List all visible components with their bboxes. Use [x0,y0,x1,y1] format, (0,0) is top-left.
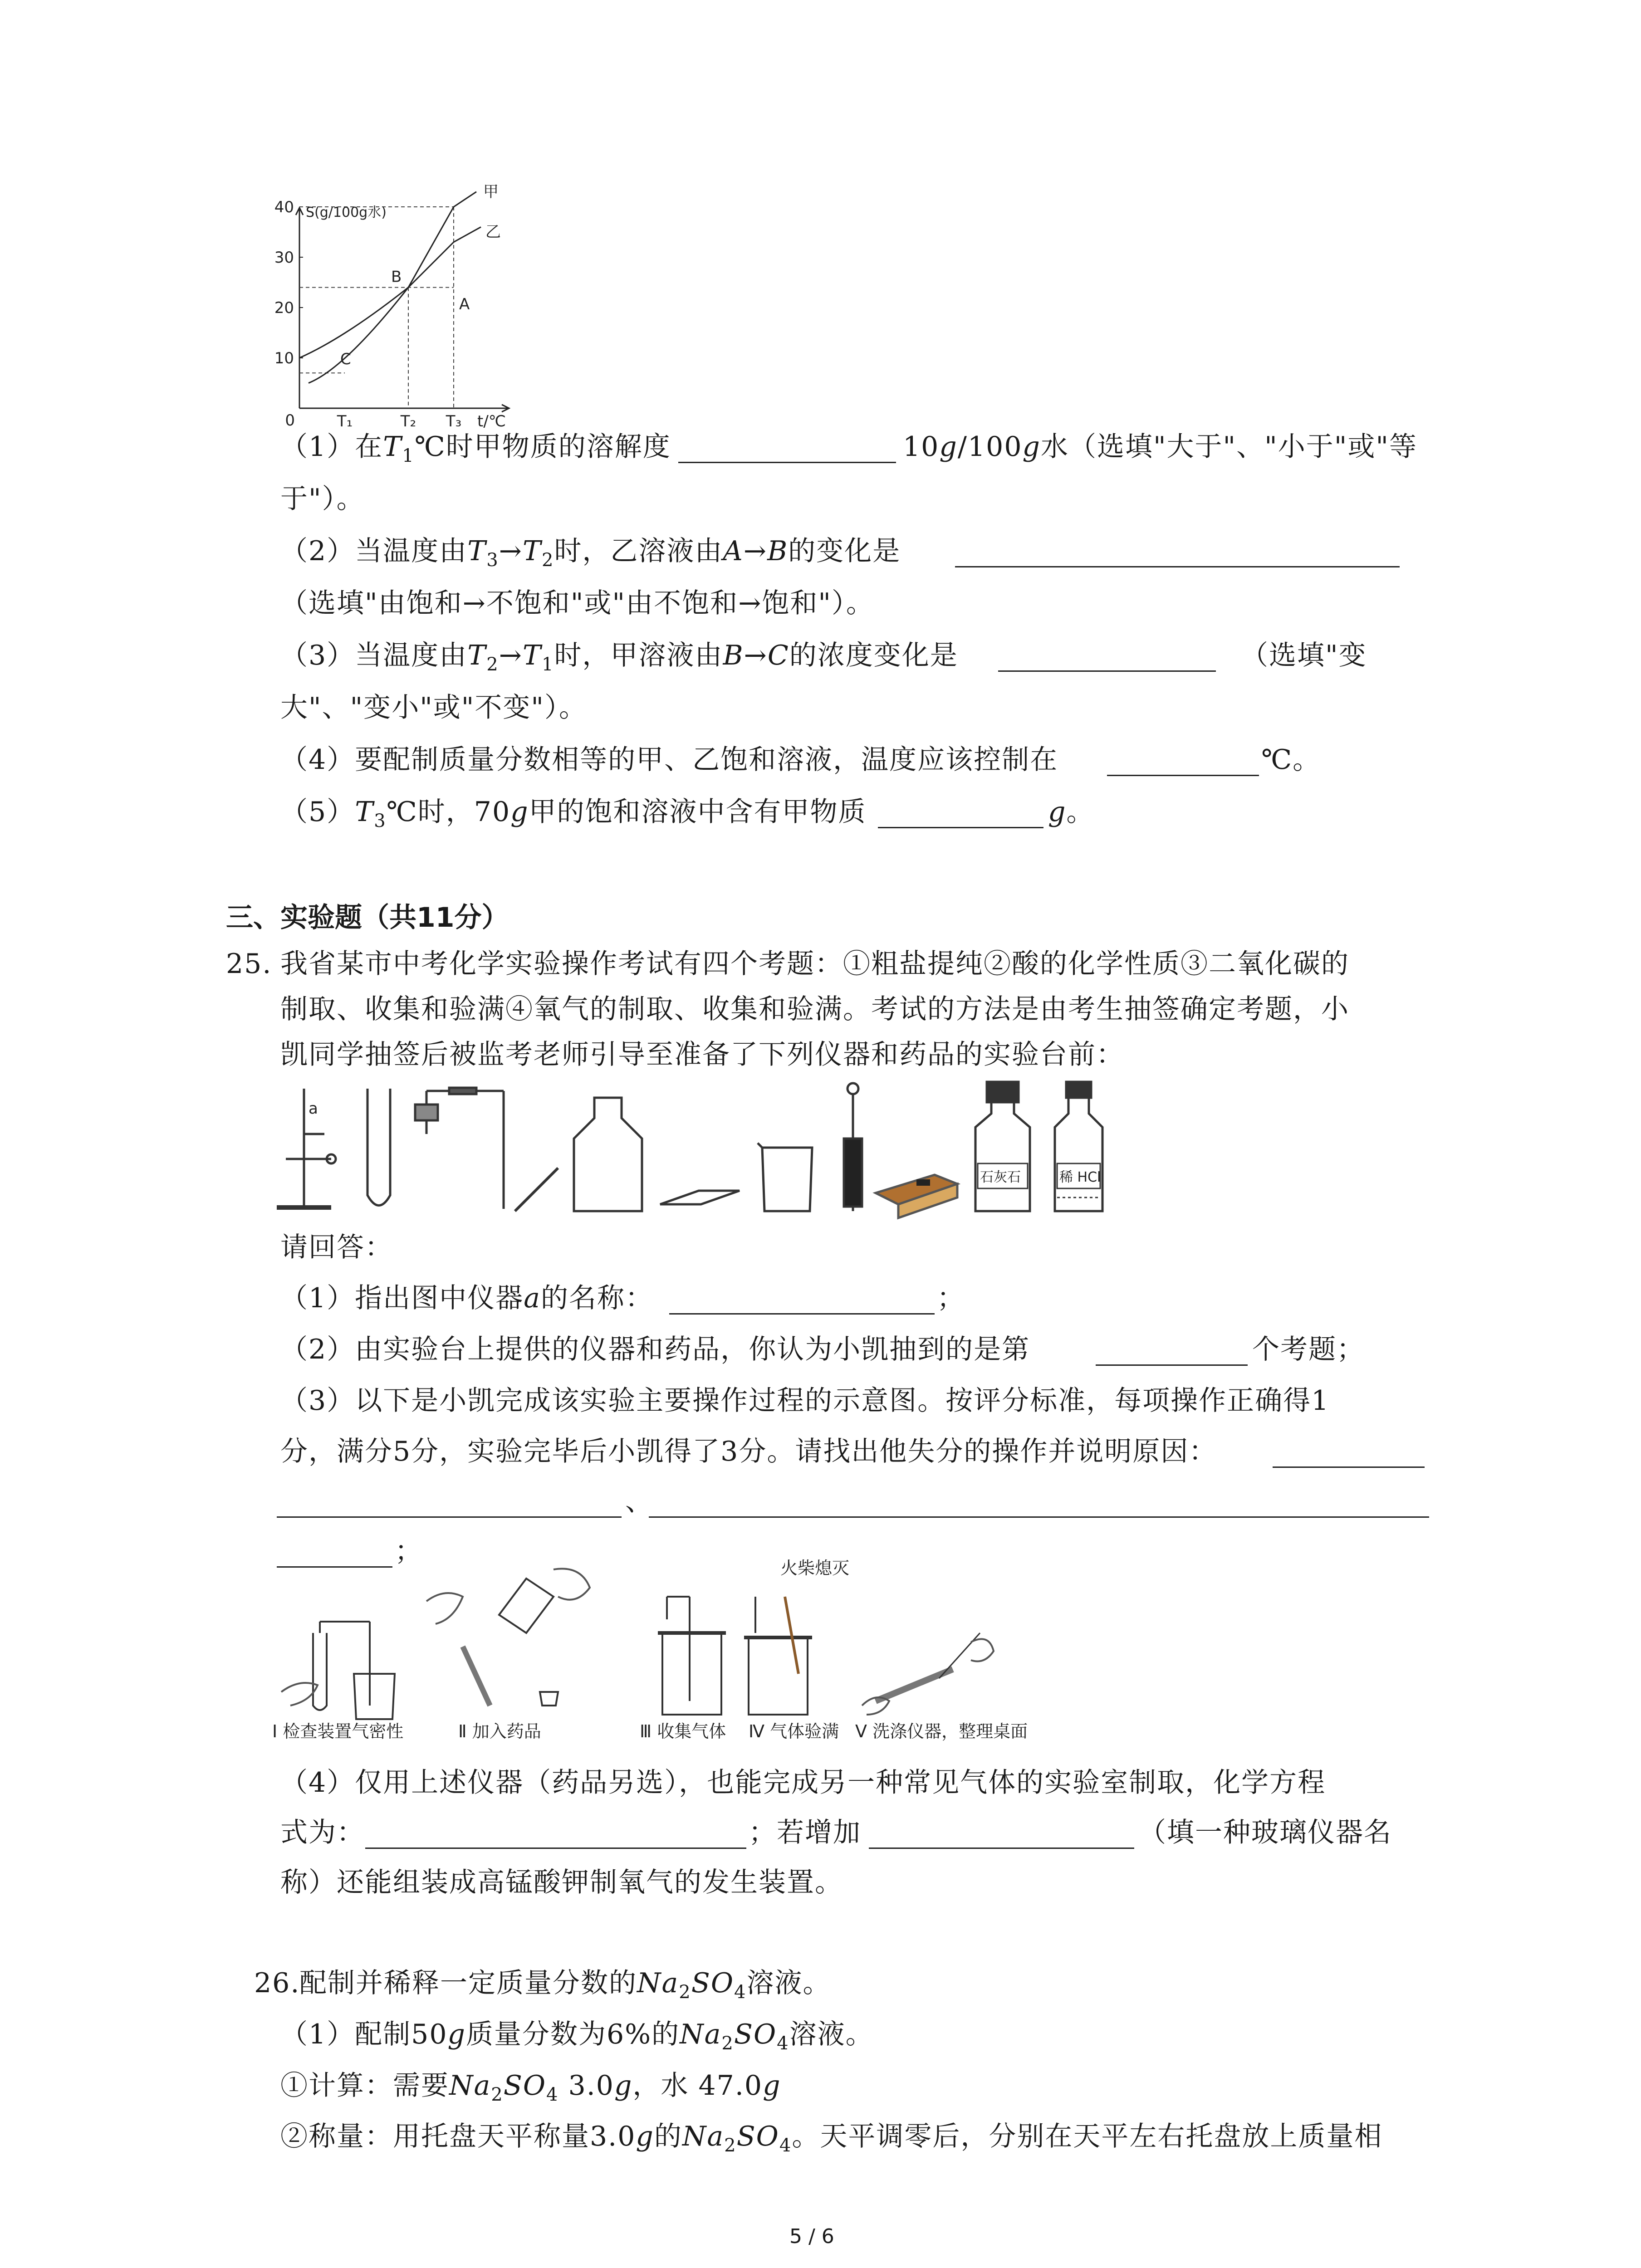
q24-part2-blank[interactable] [955,566,1400,567]
flame-out-note: 火柴熄灭 [780,1558,850,1578]
q24-part3-line2: 大"、"变小"或"不变"）。 [280,692,587,723]
q25-stem-1: 我省某市中考化学实验操作考试有四个考题：①粗盐提纯②酸的化学性质③二氧化碳的 [280,948,1349,980]
q25-part2-end: 个考题； [1252,1334,1365,1365]
gas-full-test-icon [744,1597,812,1715]
q26-weigh: ②称量：用托盘天平称量3.0g的$Na_2SO_4$。天平调零后，分别在天平左右托盘放上质量相 [280,2121,1383,2156]
operation-steps-figure [272,1556,1134,1746]
q24-part2-line2: （选填"由饱和→不饱和"或"由不饱和→饱和"）。 [280,587,874,619]
q24-part3-blank[interactable] [998,670,1216,672]
q24-part1-line2: 于"）。 [280,483,365,515]
q25-part3-blank-3[interactable] [649,1516,1429,1518]
q24-part1-line1: （1）在$T_1℃$时甲物质的溶解度 [280,431,671,466]
x-tick-label: T₃ [446,412,462,430]
section-title: 三、实验题（共11分） [226,902,509,934]
apparatus-figure [263,1080,1171,1220]
test-tube-icon [367,1089,390,1206]
q25-part4-line2a: 式为： [280,1817,365,1848]
q24-part5-blank[interactable] [878,827,1043,828]
q25-part4-line2b: ；若增加 [749,1817,861,1848]
series-yi-line [309,227,481,383]
q25-part2-blank[interactable] [1096,1364,1248,1366]
stopper-with-tube-icon [415,1088,504,1209]
q24-part5: $(5)T_3℃$时，70g甲的饱和溶液中含有甲物质 [280,796,867,831]
hcl-label: 稀 HCl [1059,1169,1101,1185]
point-c-label: C [340,350,351,369]
q26-part1: （1）配制50g质量分数为6%的$Na_2SO_4$溶液。 [280,2019,874,2054]
y-tick-label: 30 [274,249,294,267]
step-2-caption: Ⅱ 加入药品 [458,1721,541,1741]
q24-part2-line1: （2）当温度由$T_3\to T_2$时，乙溶液由A→B的变化是 [280,535,901,571]
hcl-bottle-icon [1055,1082,1102,1211]
q25-prompt: 请回答： [280,1232,393,1263]
y-tick-label: 40 [274,198,294,216]
limestone-label: 石灰石 [980,1169,1021,1185]
point-a-label: A [459,295,470,313]
point-b-label: B [391,268,402,286]
q25-part4-line2c: （填一种玻璃仪器名 [1139,1817,1392,1848]
q25-part4-blank-2[interactable] [869,1848,1134,1849]
q25-part1-end: ； [937,1282,965,1314]
q25-part3-blank-2[interactable] [277,1516,622,1518]
page-number: 5 / 6 [789,2225,834,2248]
step-5-caption: Ⅴ 洗涤仪器，整理桌面 [855,1721,1028,1741]
y-tick-label: 10 [274,349,294,367]
q25-part2: （2）由实验台上提供的仪器和药品，你认为小凯抽到的是第 [280,1334,1030,1365]
collect-gas-icon [658,1597,726,1715]
q25-stem-2: 制取、收集和验满④氧气的制取、收集和验满。考试的方法是由考生抽签确定考题，小 [280,993,1349,1025]
q25-number: 25. [226,948,272,980]
q24-part1-line1b: 10g/100g水（选填"大于"、"小于"或"等 [903,431,1417,463]
q24-part3-line1b: （选填"变 [1241,640,1367,671]
step-1-caption: Ⅰ 检查装置气密性 [272,1721,404,1741]
y-tick-label: 0 [285,411,295,430]
q25-part1-blank[interactable] [669,1313,935,1315]
q25-part3-end: ； [395,1535,423,1567]
q26-stem: 配制并稀释一定质量分数的$Na_2SO_4$溶液。 [299,1967,831,2003]
q25-part1: （1）指出图中仪器a的名称： [280,1282,653,1314]
q24-part4-unit: ℃。 [1261,744,1321,776]
adding-reagent-icon [426,1569,590,1706]
q25-part3-line1: （3）以下是小凯完成该实验主要操作过程的示意图。按评分标准，每项操作正确得1 [280,1385,1330,1417]
q25-part4-line1: （4）仅用上述仪器（药品另选），也能完成另一种常见气体的实验室制取，化学方程 [280,1767,1326,1799]
x-axis-label: t/℃ [477,412,506,430]
test-tube-brush-icon [844,1083,862,1211]
y-tick-label: 20 [274,299,294,317]
y-axis-label: S(g/100g水) [306,205,387,220]
x-tick-label: T₂ [400,412,416,430]
limestone-bottle-icon [975,1082,1030,1211]
x-tick-label: T₁ [337,412,353,430]
series-yi-label: 乙 [485,223,501,241]
airtightness-check-icon [281,1622,395,1719]
q25-part3-blank-1[interactable] [1273,1466,1425,1468]
q25-stem-3: 凯同学抽签后被监考老师引导至准备了下列仪器和药品的实验台前： [280,1039,1124,1070]
glass-plate-icon [660,1191,740,1204]
beaker-icon [762,1148,812,1211]
matchbox-icon [876,1175,957,1218]
q26-calc: ①计算：需要$Na_2SO_4$ 3.0g，水 47.0g [280,2070,781,2105]
q24-part3-line1: （3）当温度由$T_2\to T_1$时，甲溶液由B→C的浓度变化是 [280,640,958,675]
q25-part3-line2: 分，满分5分，实验完毕后小凯得了3分。请找出他失分的操作并说明原因： [280,1436,1217,1467]
label-a: a [309,1100,318,1118]
q24-part4: （4）要配制质量分数相等的甲、乙饱和溶液，温度应该控制在 [280,744,1058,776]
gas-bottle-icon [574,1098,642,1211]
step-4-caption: Ⅳ 气体验满 [749,1721,839,1741]
q24-part4-blank[interactable] [1107,775,1259,776]
solubility-chart [272,182,526,430]
q25-part3-sep: 、 [625,1486,653,1517]
iron-stand-icon [277,1089,336,1207]
step-3-caption: Ⅲ 收集气体 [640,1721,726,1741]
q24-part5-unit: g。 [1048,796,1095,828]
washing-icon [862,1633,994,1715]
q26-number: 26. [254,1967,300,1999]
q24-part1-blank[interactable] [678,462,896,463]
series-jia-label: 甲 [483,182,499,201]
glass-rod-icon [515,1168,558,1211]
q25-part4-line3: 称）还能组装成高锰酸钾制氧气的发生装置。 [280,1867,843,1898]
q25-part4-blank-1[interactable] [365,1848,746,1849]
